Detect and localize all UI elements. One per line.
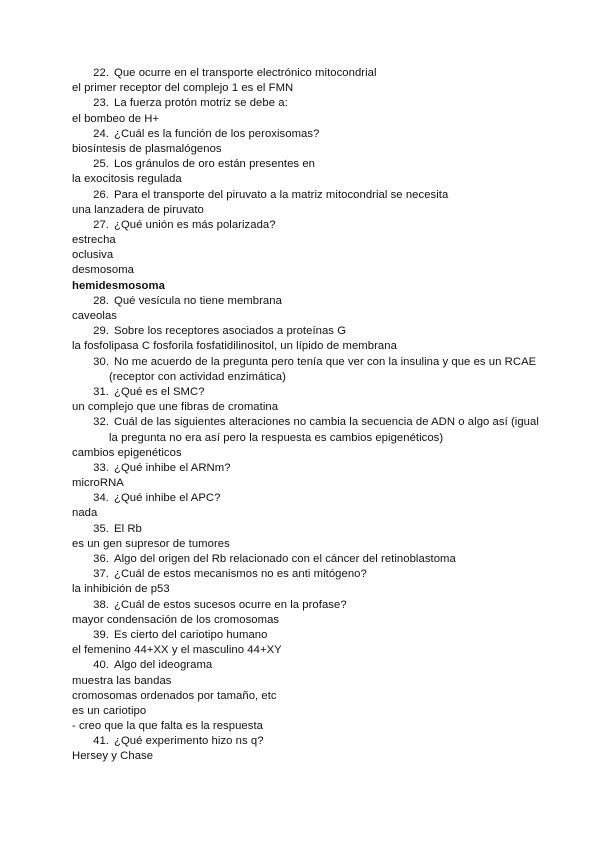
question-line bbox=[0, 522, 599, 537]
answer-line: la fosfolipasa C fosforila fosfatidilinositol, un lípido de membrana bbox=[72, 340, 397, 353]
question-number: 29. bbox=[93, 325, 109, 338]
document-page bbox=[0, 66, 599, 765]
question-number: 40. bbox=[93, 659, 109, 672]
answer-line: biosíntesis de plasmalógenos bbox=[72, 142, 222, 155]
question-text: ¿Cuál de estos sucesos ocurre en la profase? bbox=[114, 598, 347, 611]
answer-line: oclusiva bbox=[72, 249, 114, 262]
question-text: Sobre los receptores asociados a proteínas G bbox=[114, 325, 347, 338]
answer-line: desmosoma bbox=[72, 264, 134, 277]
question-line bbox=[0, 628, 599, 643]
answer-line: cromosomas ordenados por tamaño, etc bbox=[72, 689, 277, 702]
question-number: 22. bbox=[93, 67, 109, 79]
question-line bbox=[0, 66, 599, 81]
question-number: 23. bbox=[93, 97, 109, 110]
answer-line: es un cariotipo bbox=[72, 704, 147, 717]
question-line bbox=[0, 385, 599, 400]
question-text: ¿Qué inhibe el APC? bbox=[114, 492, 221, 505]
question-line bbox=[0, 218, 599, 233]
question-text: ¿Qué es el SMC? bbox=[114, 385, 205, 398]
question-number: 41. bbox=[93, 735, 109, 748]
question-text: ¿Cuál de estos mecanismos no es anti mitógeno? bbox=[114, 568, 367, 581]
question-number: 28. bbox=[93, 294, 109, 307]
question-number: 24. bbox=[93, 127, 109, 140]
question-text: Es cierto del cariotipo humano bbox=[114, 628, 268, 641]
question-line bbox=[0, 324, 599, 339]
question-number: 25. bbox=[93, 158, 109, 171]
question-line bbox=[0, 461, 599, 476]
answer-line: es un gen supresor de tumores bbox=[72, 537, 230, 550]
question-text: Algo del ideograma bbox=[114, 659, 213, 672]
answer-line: - creo que la que falta es la respuesta bbox=[72, 720, 263, 733]
question-line bbox=[0, 658, 599, 673]
question-text: Para el transporte del piruvato a la matriz mitocondrial se necesita bbox=[114, 188, 449, 201]
question-number: 32. bbox=[93, 416, 109, 429]
question-line bbox=[0, 355, 599, 370]
question-text: Qué vesícula no tiene membrana bbox=[114, 294, 282, 307]
answer-line: microRNA bbox=[72, 477, 124, 490]
answer-line: Hersey y Chase bbox=[72, 750, 154, 763]
question-text: Algo del origen del Rb relacionado con el cáncer del retinoblastoma bbox=[114, 553, 456, 565]
answer-line: el bombeo de H+ bbox=[72, 112, 160, 125]
answer-line: nada bbox=[72, 507, 98, 520]
answer-line: caveolas bbox=[72, 310, 117, 322]
question-number: 37. bbox=[93, 568, 109, 581]
question-text: ¿Qué inhibe el ARNm? bbox=[114, 461, 231, 474]
question-text: Cuál de las siguientes alteraciones no cambia la secuencia de ADN o algo así (igual bbox=[114, 416, 539, 429]
question-line bbox=[0, 567, 599, 582]
question-text: Que ocurre en el transporte electrónico mitocondrial bbox=[114, 67, 377, 79]
question-line bbox=[0, 188, 599, 203]
question-number: 33. bbox=[93, 461, 109, 474]
question-text: El Rb bbox=[114, 522, 142, 535]
question-number: 36. bbox=[93, 553, 109, 565]
answer-line: la exocitosis regulada bbox=[72, 173, 182, 186]
question-text: ¿Cuál es la función de los peroxisomas? bbox=[114, 127, 320, 140]
question-line bbox=[0, 127, 599, 142]
question-text: ¿Qué unión es más polarizada? bbox=[114, 218, 276, 231]
answer-line: una lanzadera de piruvato bbox=[72, 203, 204, 216]
question-continuation: (receptor con actividad enzimática) bbox=[109, 370, 286, 383]
question-text: ¿Qué experimento hizo ns q? bbox=[114, 735, 264, 748]
question-continuation: la pregunta no era así pero la respuesta es cambios epigenéticos) bbox=[109, 431, 444, 444]
question-line bbox=[0, 734, 599, 749]
question-number: 39. bbox=[93, 628, 109, 641]
answer-line: mayor condensación de los cromosomas bbox=[72, 613, 280, 626]
answer-line: la inhibición de p53 bbox=[72, 583, 170, 596]
question-line bbox=[0, 157, 599, 172]
question-text: La fuerza protón motriz se debe a: bbox=[114, 97, 288, 110]
question-number: 30. bbox=[93, 355, 109, 368]
answer-line: cambios epigenéticos bbox=[72, 446, 182, 459]
question-line bbox=[0, 294, 599, 309]
answer-line: un complejo que une fibras de cromatina bbox=[72, 401, 279, 414]
question-number: 27. bbox=[93, 218, 109, 231]
answer-line-highlighted: hemidesmosoma bbox=[72, 279, 165, 292]
question-line bbox=[0, 552, 599, 567]
question-number: 34. bbox=[93, 492, 109, 505]
question-number: 38. bbox=[93, 598, 109, 611]
question-number: 26. bbox=[93, 188, 109, 201]
question-number: 31. bbox=[93, 385, 109, 398]
question-text: No me acuerdo de la pregunta pero tenía que ver con la insulina y que es un RCAE bbox=[114, 355, 537, 368]
question-text: Los gránulos de oro están presentes en bbox=[114, 158, 315, 171]
question-line bbox=[0, 415, 599, 430]
answer-line: el femenino 44+XX y el masculino 44+XY bbox=[72, 644, 282, 657]
answer-line: muestra las bandas bbox=[72, 674, 172, 687]
answer-line: el primer receptor del complejo 1 es el FMN bbox=[72, 82, 294, 95]
question-line bbox=[0, 598, 599, 613]
question-number: 35. bbox=[93, 522, 109, 535]
question-line bbox=[0, 96, 599, 111]
question-line bbox=[0, 491, 599, 506]
answer-line: estrecha bbox=[72, 234, 116, 247]
